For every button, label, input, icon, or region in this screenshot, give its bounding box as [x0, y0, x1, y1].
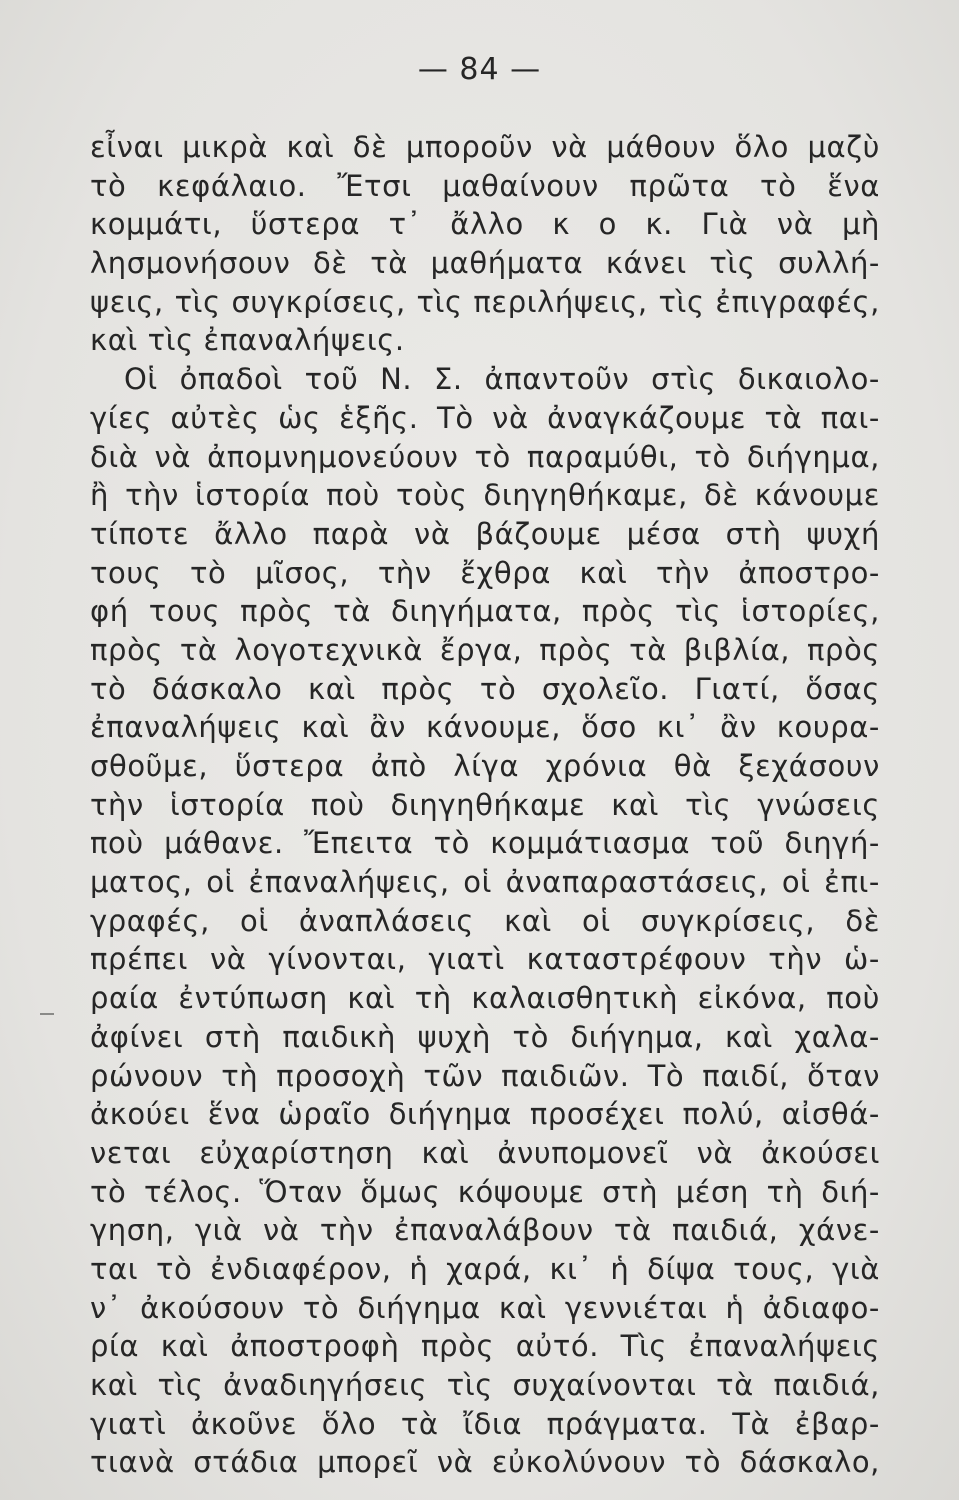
text-line: ραία ἐντύπωση καὶ τὴ καλαισθητικὴ εἰκόνα, ποὺ: [90, 981, 880, 1016]
text-line: εἶναι μικρὰ καὶ δὲ μποροῦν νὰ μάθουν ὅλο μαζὺ: [90, 130, 880, 164]
text-line: ται τὸ ἐνδιαφέρον, ἡ χαρά, κι᾽ ἡ δίψα τους, γιὰ: [90, 1251, 880, 1286]
text-line: ἐπαναλήψεις καὶ ἂν κάνουμε, ὅσο κι᾽ ἂν κουρα-: [90, 710, 880, 745]
page-number: — 84 —: [417, 52, 542, 87]
text-line: ποὺ μάθανε. Ἔπειτα τὸ κομμάτιασμα τοῦ διηγή-: [90, 826, 880, 861]
text-line: τους τὸ μῖσος, τὴν ἔχθρα καὶ τὴν ἀποστρο-: [90, 555, 880, 590]
text-line: πρέπει νὰ γίνονται, γιατὶ καταστρέφουν τὴν ὡ-: [90, 942, 880, 977]
text-line: ψεις, τὶς συγκρίσεις, τὶς περιλήψεις, τὶς ἐπιγραφές,: [90, 284, 880, 319]
text-line: γηση, γιὰ νὰ τὴν ἐπαναλάβουν τὰ παιδιά, χάνε-: [90, 1213, 880, 1248]
text-line: γιατὶ ἀκοῦνε ὅλο τὰ ἴδια πράγματα. Τὰ ἐβαρ-: [90, 1406, 880, 1441]
text-line: ρία καὶ ἀποστροφὴ πρὸς αὐτό. Τὶς ἐπαναλήψεις: [90, 1329, 880, 1364]
text-line: τὸ κεφάλαιο. Ἔτσι μαθαίνουν πρῶτα τὸ ἕνα: [90, 168, 880, 203]
text-line: ἀφίνει στὴ παιδικὴ ψυχὴ τὸ διήγημα, καὶ χαλα-: [90, 1019, 880, 1054]
text-line: Οἱ ὀπαδοὶ τοῦ Ν. Σ. ἀπαντοῦν στὶς δικαιολο-: [124, 362, 880, 397]
body-text: [90, 128, 880, 1482]
text-line: διὰ νὰ ἀπομνημονεύουν τὸ παραμύθι, τὸ διήγημα,: [90, 439, 880, 474]
text-line: τὸ δάσκαλο καὶ πρὸς τὸ σχολεῖο. Γιατί, ὅσας: [90, 671, 880, 706]
text-line: πρὸς τὰ λογοτεχνικὰ ἔργα, πρὸς τὰ βιβλία, πρὸς: [90, 632, 880, 667]
margin-mark: [40, 1013, 54, 1015]
text-line: τίποτε ἄλλο παρὰ νὰ βάζουμε μέσα στὴ ψυχή: [90, 516, 880, 551]
text-line: ἢ τὴν ἱστορία ποὺ τοὺς διηγηθήκαμε, δὲ κάνουμε: [90, 478, 880, 513]
text-line: λησμονήσουν δὲ τὰ μαθήματα κάνει τὶς συλλή-: [90, 246, 880, 281]
text-line: τὸ τέλος. Ὅταν ὅμως κόψουμε στὴ μέση τὴ διή-: [90, 1174, 880, 1209]
text-line: ἀκούει ἕνα ὡραῖο διήγημα προσέχει πολύ, αἰσθά-: [90, 1097, 880, 1132]
text-line: τιανὰ στάδια μπορεῖ νὰ εὐκολύνουν τὸ δάσκαλο,: [90, 1445, 880, 1480]
text-line: γραφές, οἱ ἀναπλάσεις καὶ οἱ συγκρίσεις, δὲ: [90, 903, 880, 938]
text-line: ματος, οἱ ἐπαναλήψεις, οἱ ἀναπαραστάσεις, οἱ ἐπι-: [90, 865, 880, 900]
text-line: φή τους πρὸς τὰ διηγήματα, πρὸς τὶς ἱστορίες,: [90, 594, 880, 629]
text-line: νεται εὐχαρίστηση καὶ ἀνυπομονεῖ νὰ ἀκούσει: [90, 1135, 880, 1170]
text-line: τὴν ἱστορία ποὺ διηγηθήκαμε καὶ τὶς γνώσεις: [90, 787, 880, 822]
text-line: ρώνουν τὴ προσοχὴ τῶν παιδιῶν. Τὸ παιδί, ὅταν: [90, 1058, 880, 1093]
text-line: σθοῦμε, ὕστερα ἀπὸ λίγα χρόνια θὰ ξεχάσουν: [90, 749, 880, 783]
text-line: κομμάτι, ὕστερα τ᾽ ἄλλο κ ο κ. Γιὰ νὰ μὴ: [90, 207, 880, 242]
text-line: ν᾽ ἀκούσουν τὸ διήγημα καὶ γεννιέται ἡ ἀδιαφο-: [90, 1290, 880, 1325]
text-line: γίες αὐτὲς ὡς ἑξῆς. Τὸ νὰ ἀναγκάζουμε τὰ παι-: [90, 400, 880, 435]
text-line: καὶ τὶς ἀναδιηγήσεις τὶς συχαίνονται τὰ παιδιά,: [90, 1368, 880, 1402]
text-line: καὶ τὶς ἐπαναλήψεις.: [90, 323, 405, 358]
